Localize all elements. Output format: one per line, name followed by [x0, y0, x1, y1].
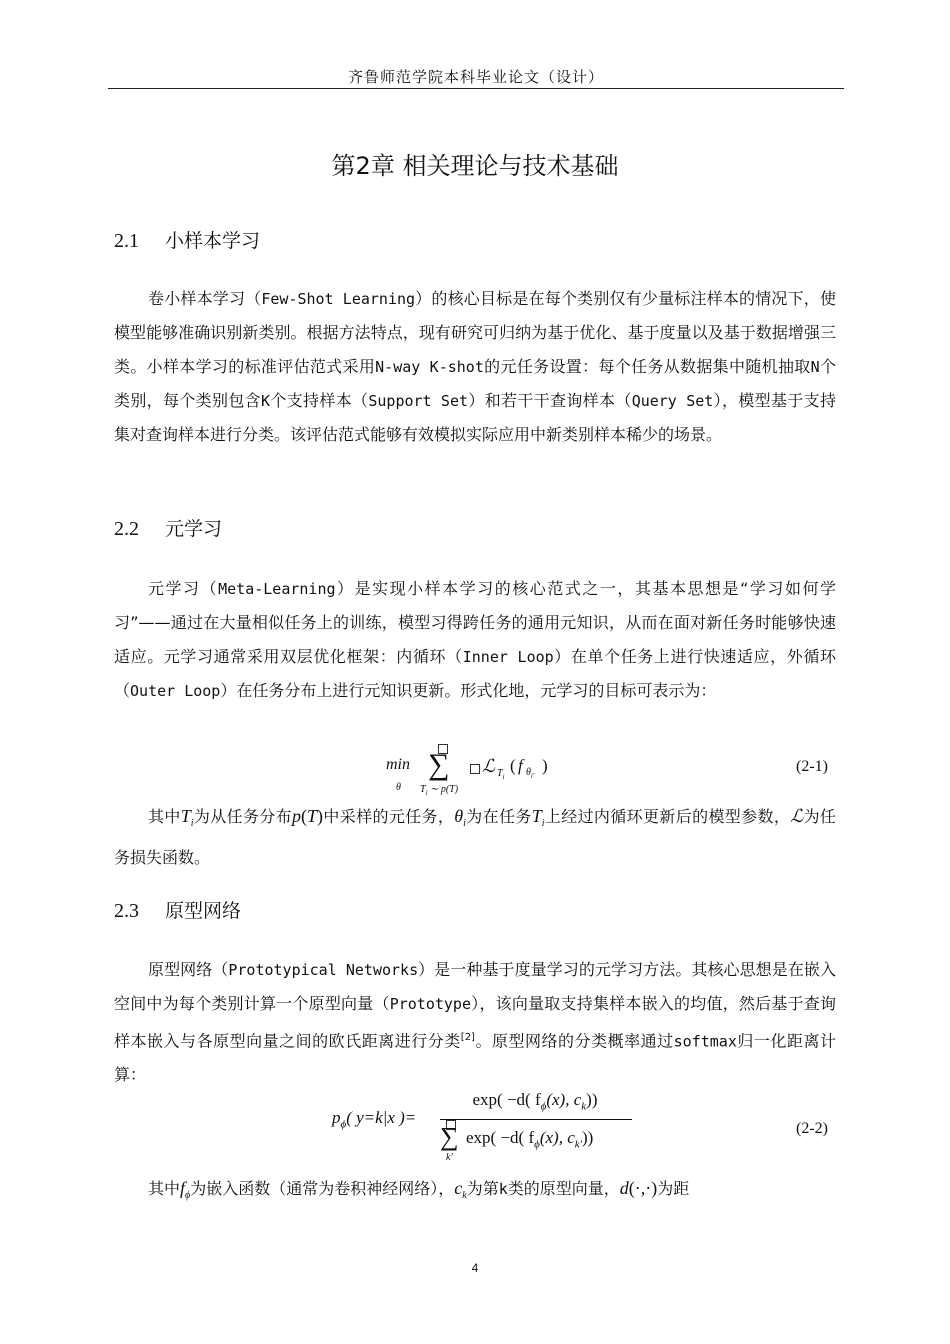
section-title: 小样本学习 [165, 230, 261, 252]
paragraph-few-shot: 卷小样本学习（Few-Shot Learning）的核心目标是在每个类别仅有少量标注样本的情况下，使模型能够准确识别新类别。根据方法特点，现有研究可归纳为基于优化、基于度量以及基于数据增强三类。小样本学习的标准评估范式采用N-way K-shot的元任务设置：每个任务从数据集中随机抽取N个类别，每个类别包含K个支持样本（Support Set）和若干干查询样本（Query Set），模型基于支持集对查询样本进行分类。该评估范式能够有效模拟实际应用中新类别样本稀少的场景。 [114, 289, 836, 444]
section-heading-2-2 [114, 514, 222, 541]
section-number: 2.3 [114, 900, 139, 922]
paragraph-meta-learning-notation: 其中$T_i$为从任务分布p(T)中采样的元任务，$\theta_i$为在任务$T_i$上经过内循环更新后的模型参数，ℒ为任务损失函数。 [114, 806, 836, 868]
page-number: 4 [471, 1261, 479, 1275]
section-title: 元学习 [165, 518, 223, 540]
paragraph-prototypical-notation: 其中$f_\phi$为嵌入函数（通常为卷积神经网络），$c_k$为第k类的原型向量，d(·,·)为距 [148, 1178, 690, 1202]
section-number: 2.1 [114, 230, 139, 252]
equation-2-1 [114, 742, 836, 798]
section-title: 原型网络 [165, 900, 242, 922]
paragraph-meta-learning: 元学习（Meta-Learning）是实现小样本学习的核心范式之一，其基本思想是“学习如何学习”——通过在大量相似任务上的训练，模型习得跨任务的通用元知识，从而在面对新任务时能够快速适应。元学习通常采用双层优化框架：内循环（Inner Loop）在单个任务上进行快速适应，外循环（Outer Loop）在任务分布上进行元知识更新。形式化地，元学习的目标可表示为： [114, 579, 836, 700]
equation-body: $p_\phi$( y=k|x )= exp( −d( $f_\phi(x)$, $c_k$)) ∑ k' exp( −d( $f_\phi(x)$, $c_{k'}$)) [332, 1090, 652, 1164]
chapter-title: 第2章 相关理论与技术基础 [331, 152, 619, 180]
citation-ref: [2] [460, 1032, 475, 1043]
section-heading-2-1 [114, 226, 260, 253]
equation-2-2 [114, 1090, 836, 1164]
paragraph-prototypical-networks: 原型网络（Prototypical Networks）是一种基于度量学习的元学习方法。其核心思想是在嵌入空间中为每个类别计算一个原型向量（Prototype），该向量取支持集样本嵌入的均值，然后基于查询样本嵌入与各原型向量之间的欧氏距离进行分类[2]。原型网络的分类概率通过softmax归一化距离计算： [114, 960, 836, 1085]
equation-number: (2-1) [796, 758, 828, 775]
running-header: 齐鲁师范学院本科毕业论文（设计） [347, 68, 604, 86]
section-number: 2.2 [114, 518, 139, 540]
header-rule [108, 88, 844, 89]
equation-number: (2-2) [796, 1120, 828, 1137]
section-heading-2-3 [114, 896, 241, 923]
equation-body: min θ ∑ $T_i$ ∼ p(T) ℒ $T_i$ ( f $\theta_{i'}$ ) [386, 752, 586, 802]
